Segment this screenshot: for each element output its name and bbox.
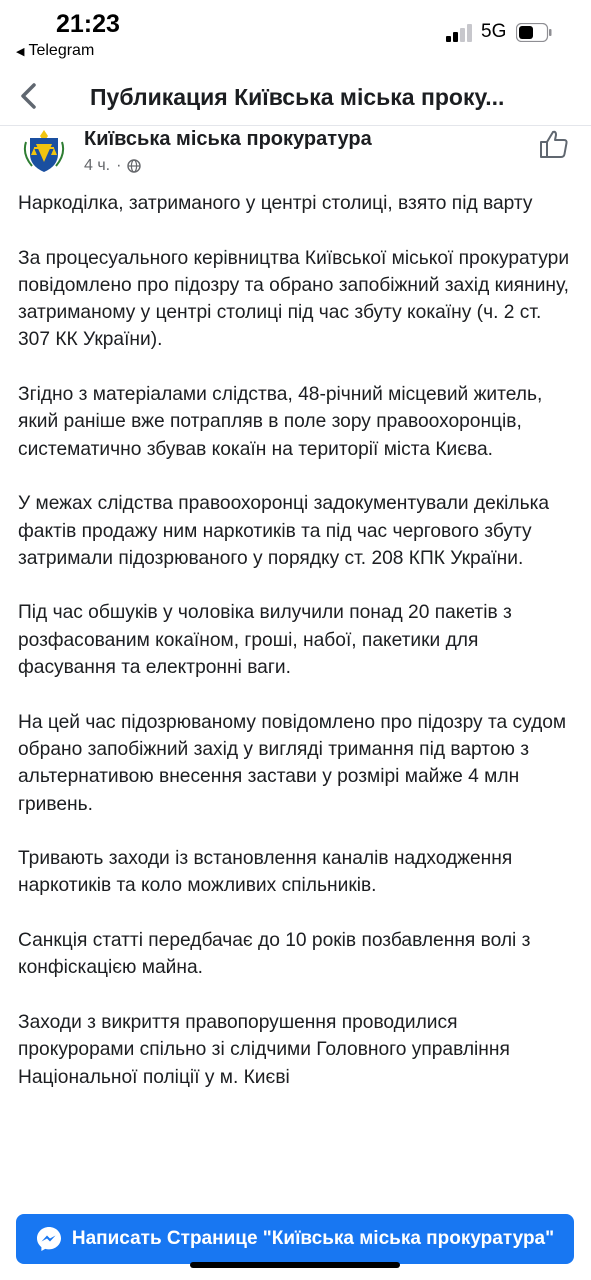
post-paragraph: Наркоділка, затриманого у центрі столиці, взято під варту [18,193,533,214]
page-title: Публикация Київська міська проку... [90,84,505,110]
status-bar [0,0,591,66]
post-time: 4 ч. [84,157,111,174]
back-chevron-icon[interactable] [18,82,40,110]
meta-separator: · [116,157,122,174]
like-icon[interactable] [538,128,570,160]
network-type: 5G [481,21,507,42]
message-button-label: Написать Странице "Київська міська прокуратура" [71,1228,555,1249]
back-triangle-icon: ◀ [16,46,25,58]
prosecutor-emblem[interactable] [22,128,66,174]
post-paragraph: Заходи з викриття правопорушення проводилися прокурорами спільно зі слідчими Головного управління Національної поліції у м. Києві [18,1011,510,1088]
post-paragraph: Під час обшуків у чоловіка вилучили понад 20 пакетів з розфасованим кокаїном, гроші, набої, пакетики для фасування та електронні ваги. [18,602,512,679]
navigation-bar [0,66,591,126]
post-paragraph: На цей час підозрюваному повідомлено про підозру та судом обрано запобіжний захід у вигляді тримання під вартою з альтернативою внесення застави у розмірі майже 4 млн гривень. [18,711,567,815]
signal-icon [446,24,474,42]
post-header [0,126,591,188]
post-paragraph: Згідно з матеріалами слідства, 48-річний місцевий житель, який раніше вже потрапляв в поле зору правоохоронців, систематично збував кокаїн на території міста Києва. [18,384,543,460]
messenger-icon [36,1226,62,1252]
back-to-telegram-link[interactable] [16,42,94,60]
page-name-link[interactable]: Київська міська прокуратура [84,128,372,150]
back-app-label: Telegram [28,42,95,59]
post-paragraph: За процесуального керівництва Київської міської прокуратури повідомлено про підозру та обрано запобіжний захід киянину, затриманому у центрі столиці під час збуту кокаїну (ч. 2 ст. 307 КК України). [18,247,570,351]
post-paragraph: Тривають заходи із встановлення каналів надходження наркотиків та коло можливих спільників. [18,848,513,897]
post-body [18,190,578,1091]
status-time: 21:23 [56,10,120,38]
post-meta [84,157,141,175]
post-paragraph: У межах слідства правоохоронці задокументували декілька фактів продажу ним наркотиків та під час чергового збуту затримали підозрюваного у порядку ст. 208 КПК України. [18,493,550,569]
battery-icon [516,23,552,42]
home-indicator [190,1262,400,1268]
message-page-button[interactable] [16,1214,574,1264]
globe-icon [127,159,141,173]
post-paragraph: Санкція статті передбачає до 10 років позбавлення волі з конфіскацією майна. [18,930,531,979]
